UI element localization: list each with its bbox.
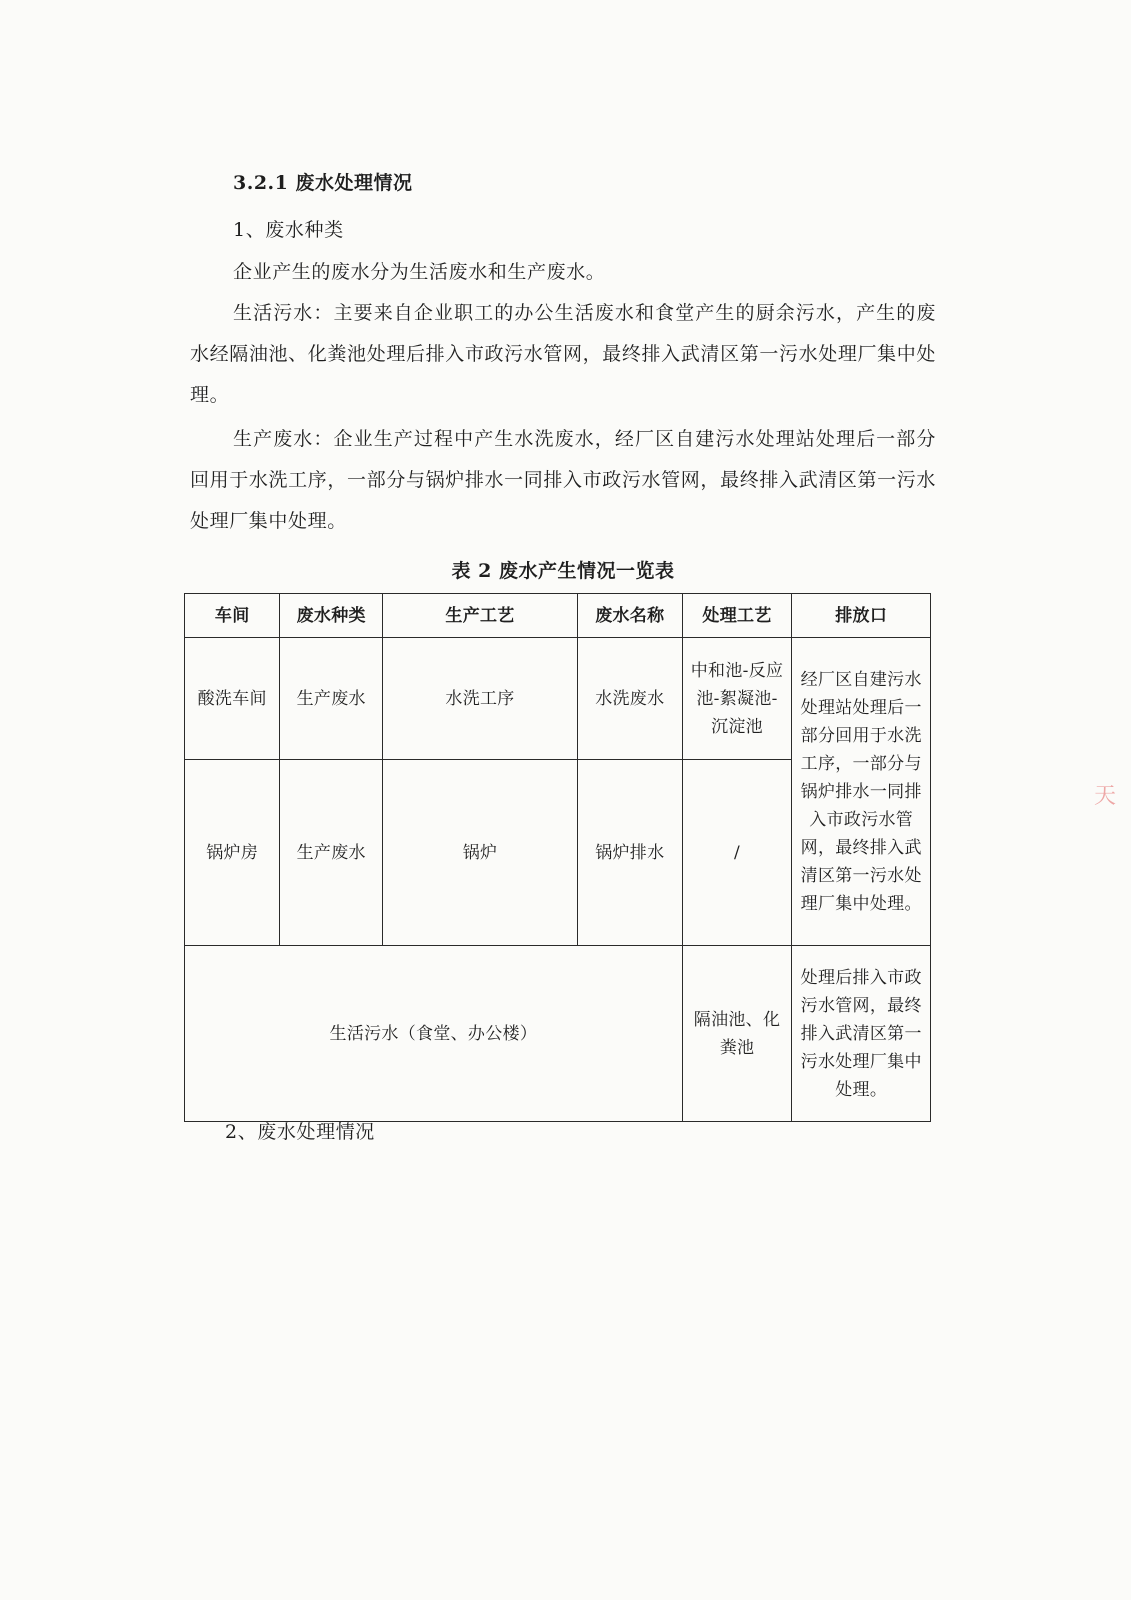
table-caption: 表 2 废水产生情况一览表 [451, 560, 675, 582]
domestic-sewage-paragraph: 生活污水：主要来自企业职工的办公生活废水和食堂产生的厨余污水，产生的废水经隔油池、化粪池处理后排入市政污水管网，最终排入武清区第一污水处理厂集中处理。 [190, 302, 936, 406]
cell-treatment-process: 中和池-反应池-絮凝池-沉淀池 [682, 638, 792, 760]
cell-production-process: 锅炉 [383, 760, 578, 946]
header-wastewater-type: 废水种类 [280, 594, 383, 638]
header-treatment-process: 处理工艺 [682, 594, 792, 638]
cell-domestic-label: 生活污水（食堂、办公楼） [185, 946, 683, 1122]
subsection-wastewater-types: 1、废水种类 [233, 219, 344, 241]
wastewater-table [184, 593, 931, 1122]
subsection-wastewater-treatment: 2、废水处理情况 [225, 1121, 375, 1143]
cell-wastewater-type: 生产废水 [280, 760, 383, 946]
table-row [185, 638, 931, 760]
cell-wastewater-type: 生产废水 [280, 638, 383, 760]
header-wastewater-name: 废水名称 [577, 594, 682, 638]
cell-production-process: 水洗工序 [383, 638, 578, 760]
cell-domestic-treatment: 隔油池、化粪池 [682, 946, 792, 1122]
table-row-domestic [185, 946, 931, 1122]
cell-workshop: 酸洗车间 [185, 638, 280, 760]
cell-wastewater-name: 锅炉排水 [577, 760, 682, 946]
header-workshop: 车间 [185, 594, 280, 638]
cell-workshop: 锅炉房 [185, 760, 280, 946]
cell-production-outlet: 经厂区自建污水处理站处理后一部分回用于水洗工序，一部分与锅炉排水一同排入市政污水管网，最终排入武清区第一污水处理厂集中处理。 [792, 638, 931, 946]
section-heading: 3.2.1 废水处理情况 [233, 172, 413, 194]
red-seal-stamp: 天 [1094, 784, 1117, 809]
header-production-process: 生产工艺 [383, 594, 578, 638]
cell-domestic-outlet: 处理后排入市政污水管网，最终排入武清区第一污水处理厂集中处理。 [792, 946, 931, 1122]
cell-wastewater-name: 水洗废水 [577, 638, 682, 760]
table-header-row [185, 594, 931, 638]
production-wastewater-paragraph: 生产废水：企业生产过程中产生水洗废水，经厂区自建污水处理站处理后一部分回用于水洗工序，一部分与锅炉排水一同排入市政污水管网，最终排入武清区第一污水处理厂集中处理。 [190, 428, 936, 532]
header-outlet: 排放口 [792, 594, 931, 638]
intro-paragraph: 企业产生的废水分为生活废水和生产废水。 [233, 261, 606, 283]
cell-treatment-process: / [682, 760, 792, 946]
